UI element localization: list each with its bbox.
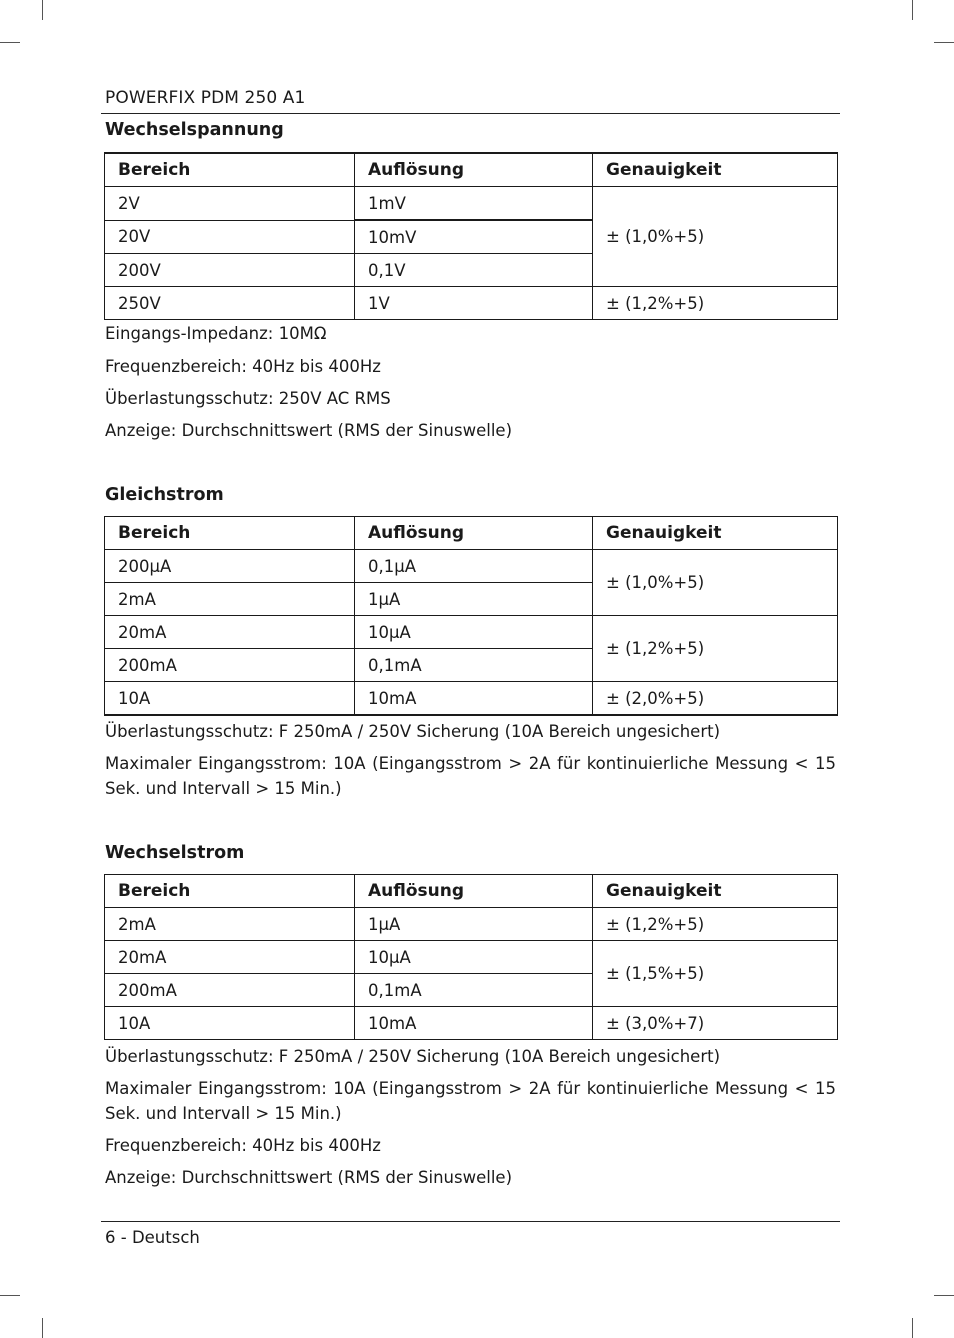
table-row [105, 941, 838, 974]
table-header-row [105, 875, 838, 908]
crop-mark [912, 0, 913, 20]
column-header-bereich: Bereich [105, 517, 355, 550]
cell-bereich: 2V [105, 187, 355, 221]
table-row [105, 682, 838, 716]
cell-bereich: 2mA [105, 908, 355, 941]
table-row [105, 908, 838, 941]
note-anzeige: Anzeige: Durchschnittswert (RMS der Sinuswelle) [105, 421, 513, 440]
table-row [105, 616, 838, 649]
cell-genauigkeit: ± (3,0%+7) [593, 1007, 838, 1040]
cell-bereich: 20mA [105, 941, 355, 974]
cell-aufloesung: 0,1V [355, 254, 593, 287]
crop-mark [42, 0, 43, 20]
note-frequenzbereich: Frequenzbereich: 40Hz bis 400Hz [105, 1136, 381, 1155]
column-header-bereich: Bereich [105, 875, 355, 908]
crop-mark [912, 1318, 913, 1338]
page-number: 6 - Deutsch [105, 1228, 200, 1247]
cell-genauigkeit: ± (1,0%+5) [593, 550, 838, 616]
cell-genauigkeit: ± (1,2%+5) [593, 616, 838, 682]
table-wechselstrom [104, 874, 838, 1040]
cell-aufloesung: 10µA [355, 941, 593, 974]
column-header-genauigkeit: Genauigkeit [593, 875, 838, 908]
section-heading-wechselstrom: Wechselstrom [105, 843, 245, 863]
cell-bereich: 20mA [105, 616, 355, 649]
table-header-row [105, 517, 838, 550]
column-header-aufloesung: Auflösung [355, 875, 593, 908]
table-row [105, 287, 838, 320]
cell-aufloesung: 1µA [355, 583, 593, 616]
cell-aufloesung: 0,1mA [355, 649, 593, 682]
cell-aufloesung: 10mV [355, 220, 593, 254]
column-header-aufloesung: Auflösung [355, 517, 593, 550]
column-header-genauigkeit: Genauigkeit [593, 517, 838, 550]
crop-mark [934, 42, 954, 43]
cell-genauigkeit: ± (2,0%+5) [593, 682, 838, 716]
cell-bereich: 10A [105, 682, 355, 716]
footer-rule [101, 1221, 840, 1222]
cell-genauigkeit: ± (1,2%+5) [593, 287, 838, 320]
table-header-row [105, 153, 838, 187]
cell-aufloesung: 10mA [355, 682, 593, 716]
section-heading-wechselspannung: Wechselspannung [105, 120, 284, 140]
note-max-eingangsstrom: Maximaler Eingangsstrom: 10A (Eingangsstrom > 2A für kontinuierliche Messung < 15 Sek. und Intervall > 15 Min.) [105, 754, 836, 798]
crop-mark [0, 1295, 20, 1296]
column-header-bereich: Bereich [105, 153, 355, 187]
cell-aufloesung: 10mA [355, 1007, 593, 1040]
column-header-genauigkeit: Genauigkeit [593, 153, 838, 187]
cell-genauigkeit: ± (1,2%+5) [593, 908, 838, 941]
note-frequenzbereich: Frequenzbereich: 40Hz bis 400Hz [105, 357, 381, 376]
header-rule [101, 113, 840, 114]
cell-bereich: 200V [105, 254, 355, 287]
table-wechselspannung [104, 152, 838, 320]
table-row [105, 1007, 838, 1040]
crop-mark [934, 1295, 954, 1296]
cell-aufloesung: 1mV [355, 187, 593, 221]
note-ueberlastungsschutz: Überlastungsschutz: F 250mA / 250V Sicherung (10A Bereich ungesichert) [105, 722, 721, 741]
cell-aufloesung: 0,1µA [355, 550, 593, 583]
cell-bereich: 200mA [105, 649, 355, 682]
note-ueberlastungsschutz: Überlastungsschutz: 250V AC RMS [105, 389, 391, 408]
column-header-aufloesung: Auflösung [355, 153, 593, 187]
section-heading-gleichstrom: Gleichstrom [105, 485, 224, 505]
cell-aufloesung: 1V [355, 287, 593, 320]
cell-bereich: 2mA [105, 583, 355, 616]
cell-bereich: 10A [105, 1007, 355, 1040]
table-gleichstrom [104, 516, 838, 716]
cell-bereich: 200µA [105, 550, 355, 583]
table-row [105, 550, 838, 583]
cell-genauigkeit: ± (1,5%+5) [593, 941, 838, 1007]
cell-aufloesung: 1µA [355, 908, 593, 941]
note-anzeige: Anzeige: Durchschnittswert (RMS der Sinuswelle) [105, 1168, 513, 1187]
running-header: POWERFIX PDM 250 A1 [105, 88, 306, 108]
cell-bereich: 250V [105, 287, 355, 320]
note-ueberlastungsschutz: Überlastungsschutz: F 250mA / 250V Sicherung (10A Bereich ungesichert) [105, 1047, 721, 1066]
crop-mark [42, 1318, 43, 1338]
cell-bereich: 200mA [105, 974, 355, 1007]
note-max-eingangsstrom: Maximaler Eingangsstrom: 10A (Eingangsstrom > 2A für kontinuierliche Messung < 15 Sek. und Intervall > 15 Min.) [105, 1079, 836, 1123]
cell-aufloesung: 0,1mA [355, 974, 593, 1007]
cell-bereich: 20V [105, 220, 355, 254]
crop-mark [0, 42, 20, 43]
cell-genauigkeit: ± (1,0%+5) [593, 187, 838, 287]
table-row [105, 187, 838, 221]
cell-aufloesung: 10µA [355, 616, 593, 649]
note-impedanz: Eingangs-Impedanz: 10MΩ [105, 324, 327, 343]
